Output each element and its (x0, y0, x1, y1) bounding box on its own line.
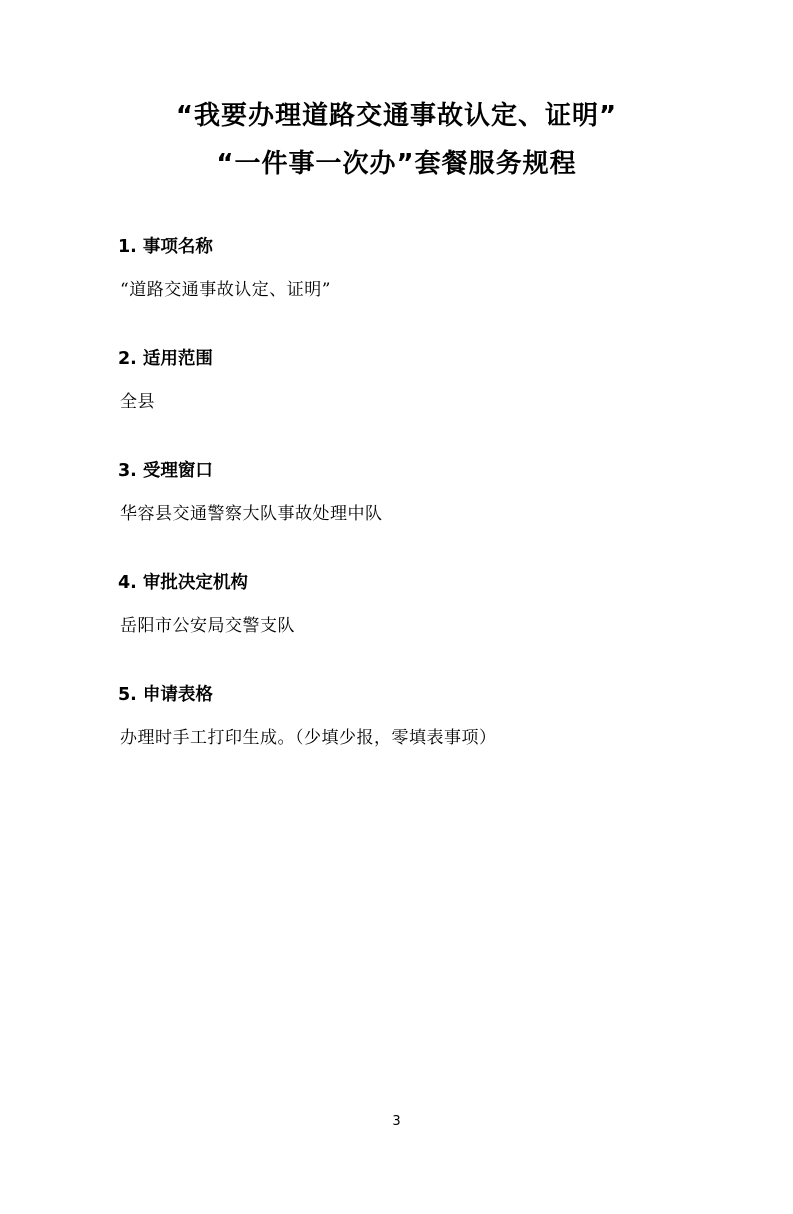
section-heading: 1. 事项名称 (118, 237, 213, 257)
section-scope (118, 346, 703, 416)
section-heading: 3. 受理窗口 (118, 461, 213, 481)
section-approval-authority (118, 570, 703, 640)
section-body: 岳阳市公安局交警支队 (120, 616, 295, 636)
section-body: “道路交通事故认定、证明” (120, 280, 331, 300)
section-heading: 4. 审批决定机构 (118, 573, 248, 593)
title-line-2: “一件事一次办”套餐服务规程 (216, 149, 577, 179)
document-title (0, 92, 793, 188)
section-item-name (118, 234, 703, 304)
document-body (0, 234, 793, 752)
section-heading: 5. 申请表格 (118, 685, 213, 705)
section-body: 办理时手工打印生成。（少填少报，零填表事项） (120, 728, 497, 748)
title-line-1: “我要办理道路交通事故认定、证明” (175, 101, 618, 131)
section-body: 全县 (120, 392, 155, 412)
section-body: 华容县交通警察大队事故处理中队 (120, 504, 383, 524)
section-heading: 2. 适用范围 (118, 349, 213, 369)
section-acceptance-window (118, 458, 703, 528)
page-number: 3 (392, 1114, 401, 1129)
section-application-form (118, 682, 703, 752)
document-page (0, 92, 793, 1214)
